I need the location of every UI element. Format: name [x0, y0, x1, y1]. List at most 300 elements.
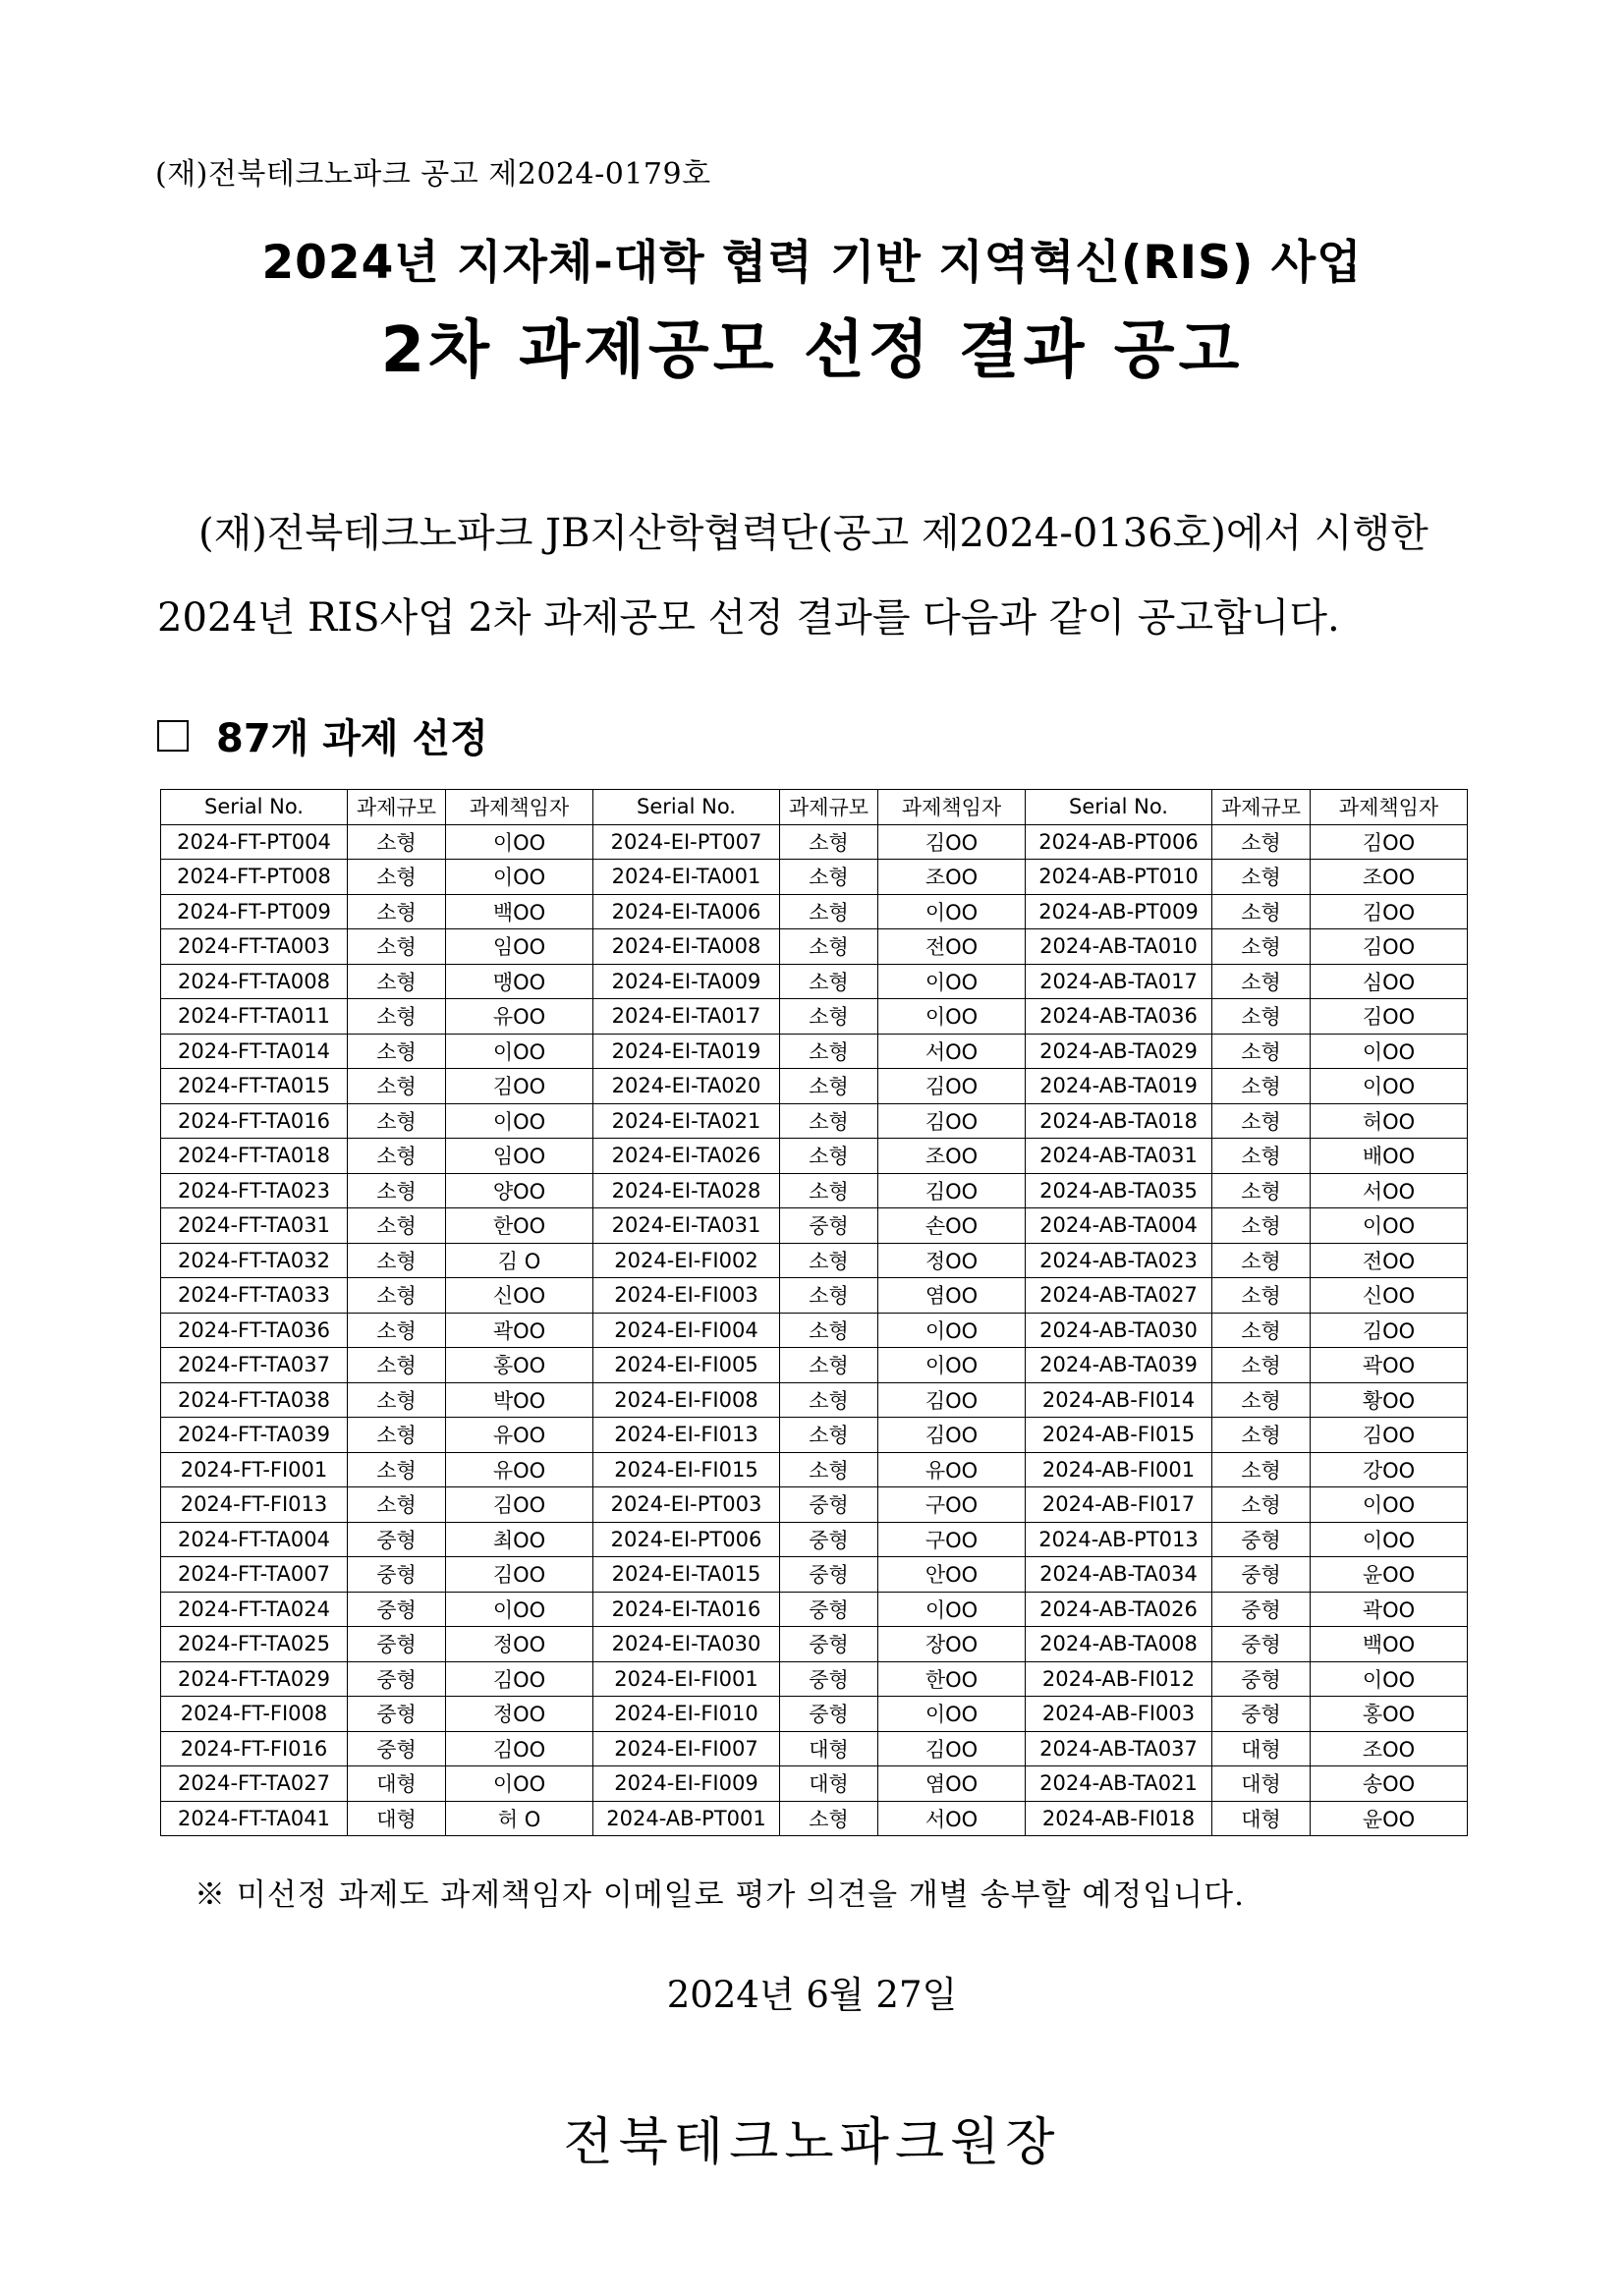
project-size-cell: 소형: [1212, 1313, 1311, 1348]
project-leader-cell: 이OO: [1311, 1487, 1468, 1523]
serial-no-cell: 2024-AB-TA035: [1026, 1173, 1212, 1208]
project-leader-cell: 김OO: [1311, 999, 1468, 1035]
project-leader-cell: 한OO: [878, 1661, 1026, 1697]
project-size-cell: 소형: [780, 1139, 878, 1174]
project-size-cell: 소형: [1212, 1139, 1311, 1174]
serial-no-cell: 2024-AB-FI001: [1026, 1452, 1212, 1487]
serial-no-cell: 2024-AB-TA017: [1026, 964, 1212, 999]
serial-no-cell: 2024-AB-FI018: [1026, 1801, 1212, 1836]
serial-no-cell: 2024-EI-FI013: [593, 1418, 780, 1453]
table-row: [161, 1766, 1468, 1802]
column-header: Serial No.: [161, 790, 348, 825]
table-row: [161, 1418, 1468, 1453]
project-size-cell: 소형: [780, 894, 878, 929]
project-leader-cell: 김OO: [878, 1731, 1026, 1766]
project-size-cell: 소형: [780, 1382, 878, 1418]
project-leader-cell: 이OO: [1311, 1661, 1468, 1697]
serial-no-cell: 2024-EI-TA006: [593, 894, 780, 929]
serial-no-cell: 2024-AB-TA029: [1026, 1034, 1212, 1069]
serial-no-cell: 2024-AB-PT006: [1026, 824, 1212, 860]
project-size-cell: 소형: [1212, 1173, 1311, 1208]
serial-no-cell: 2024-AB-TA023: [1026, 1243, 1212, 1278]
project-size-cell: 소형: [348, 1208, 446, 1244]
project-size-cell: 소형: [1212, 1103, 1311, 1139]
table-row: [161, 1173, 1468, 1208]
table-header-row: [161, 790, 1468, 825]
serial-no-cell: 2024-FT-TA041: [161, 1801, 348, 1836]
table-row: [161, 1522, 1468, 1557]
project-leader-cell: 김 O: [446, 1243, 593, 1278]
project-leader-cell: 김OO: [446, 1069, 593, 1104]
table-row: [161, 1801, 1468, 1836]
project-leader-cell: 강OO: [1311, 1452, 1468, 1487]
table-row: [161, 824, 1468, 860]
serial-no-cell: 2024-EI-FI015: [593, 1452, 780, 1487]
serial-no-cell: 2024-EI-PT003: [593, 1487, 780, 1523]
project-size-cell: 중형: [348, 1627, 446, 1662]
project-size-cell: 대형: [1212, 1731, 1311, 1766]
serial-no-cell: 2024-EI-TA031: [593, 1208, 780, 1244]
project-leader-cell: 이OO: [1311, 1069, 1468, 1104]
project-size-cell: 대형: [1212, 1766, 1311, 1802]
project-leader-cell: 이OO: [1311, 1522, 1468, 1557]
project-size-cell: 소형: [780, 1801, 878, 1836]
project-size-cell: 중형: [780, 1661, 878, 1697]
project-size-cell: 소형: [780, 824, 878, 860]
column-header: 과제책임자: [446, 790, 593, 825]
project-leader-cell: 신OO: [446, 1278, 593, 1314]
serial-no-cell: 2024-AB-TA036: [1026, 999, 1212, 1035]
announcement-date: 2024년 6월 27일: [666, 1974, 958, 2016]
project-size-cell: 소형: [1212, 1348, 1311, 1383]
project-size-cell: 소형: [1212, 1452, 1311, 1487]
serial-no-cell: 2024-EI-TA017: [593, 999, 780, 1035]
serial-no-cell: 2024-FT-TA004: [161, 1522, 348, 1557]
serial-no-cell: 2024-EI-FI004: [593, 1313, 780, 1348]
table-row: [161, 1557, 1468, 1593]
serial-no-cell: 2024-EI-FI001: [593, 1661, 780, 1697]
serial-no-cell: 2024-AB-TA004: [1026, 1208, 1212, 1244]
table-row: [161, 1103, 1468, 1139]
project-size-cell: 소형: [1212, 999, 1311, 1035]
title-line-2: 2차 과제공모 선정 결과 공고: [380, 314, 1244, 387]
project-leader-cell: 이OO: [878, 1697, 1026, 1732]
serial-no-cell: 2024-FT-TA023: [161, 1173, 348, 1208]
project-leader-cell: 홍OO: [1311, 1697, 1468, 1732]
project-size-cell: 소형: [1212, 1243, 1311, 1278]
project-size-cell: 중형: [780, 1522, 878, 1557]
serial-no-cell: 2024-EI-FI005: [593, 1348, 780, 1383]
project-leader-cell: 윤OO: [1311, 1557, 1468, 1593]
serial-no-cell: 2024-EI-TA021: [593, 1103, 780, 1139]
serial-no-cell: 2024-FT-TA016: [161, 1103, 348, 1139]
checkbox-square-icon: [157, 720, 189, 752]
serial-no-cell: 2024-AB-TA008: [1026, 1627, 1212, 1662]
table-row: [161, 964, 1468, 999]
project-leader-cell: 유OO: [878, 1452, 1026, 1487]
serial-no-cell: 2024-FT-TA027: [161, 1766, 348, 1802]
project-size-cell: 소형: [780, 1173, 878, 1208]
selection-results-table: [160, 789, 1468, 1836]
project-size-cell: 소형: [1212, 860, 1311, 895]
project-size-cell: 소형: [348, 999, 446, 1035]
serial-no-cell: 2024-FT-TA007: [161, 1557, 348, 1593]
table-row: [161, 1278, 1468, 1314]
table-row: [161, 1731, 1468, 1766]
project-size-cell: 소형: [780, 1034, 878, 1069]
serial-no-cell: 2024-AB-FI014: [1026, 1382, 1212, 1418]
project-leader-cell: 허OO: [1311, 1103, 1468, 1139]
serial-no-cell: 2024-FT-TA032: [161, 1243, 348, 1278]
serial-no-cell: 2024-FT-TA003: [161, 929, 348, 965]
project-size-cell: 소형: [1212, 1034, 1311, 1069]
project-leader-cell: 김OO: [1311, 929, 1468, 965]
serial-no-cell: 2024-AB-PT009: [1026, 894, 1212, 929]
table-row: [161, 1034, 1468, 1069]
project-size-cell: 소형: [1212, 1208, 1311, 1244]
project-leader-cell: 조OO: [878, 860, 1026, 895]
project-size-cell: 소형: [348, 929, 446, 965]
serial-no-cell: 2024-AB-PT013: [1026, 1522, 1212, 1557]
project-size-cell: 중형: [1212, 1557, 1311, 1593]
table-row: [161, 1627, 1468, 1662]
table-row: [161, 1382, 1468, 1418]
table-row: [161, 999, 1468, 1035]
serial-no-cell: 2024-FT-TA033: [161, 1278, 348, 1314]
project-size-cell: 소형: [348, 1313, 446, 1348]
project-size-cell: 소형: [348, 1382, 446, 1418]
project-leader-cell: 장OO: [878, 1627, 1026, 1662]
project-leader-cell: 이OO: [878, 1348, 1026, 1383]
project-leader-cell: 송OO: [1311, 1766, 1468, 1802]
table-row: [161, 1697, 1468, 1732]
project-leader-cell: 홍OO: [446, 1348, 593, 1383]
serial-no-cell: 2024-FT-PT004: [161, 824, 348, 860]
table-row: [161, 860, 1468, 895]
project-leader-cell: 김OO: [1311, 894, 1468, 929]
project-size-cell: 소형: [780, 1103, 878, 1139]
table-row: [161, 1661, 1468, 1697]
project-leader-cell: 곽OO: [1311, 1348, 1468, 1383]
project-size-cell: 소형: [1212, 1382, 1311, 1418]
project-leader-cell: 한OO: [446, 1208, 593, 1244]
project-size-cell: 중형: [780, 1592, 878, 1627]
project-size-cell: 중형: [348, 1731, 446, 1766]
serial-no-cell: 2024-EI-TA001: [593, 860, 780, 895]
project-leader-cell: 심OO: [1311, 964, 1468, 999]
serial-no-cell: 2024-EI-TA020: [593, 1069, 780, 1104]
project-size-cell: 소형: [1212, 964, 1311, 999]
project-leader-cell: 이OO: [446, 1592, 593, 1627]
project-size-cell: 중형: [1212, 1592, 1311, 1627]
serial-no-cell: 2024-FT-TA024: [161, 1592, 348, 1627]
project-leader-cell: 전OO: [1311, 1243, 1468, 1278]
serial-no-cell: 2024-FT-TA011: [161, 999, 348, 1035]
serial-no-cell: 2024-FT-TA031: [161, 1208, 348, 1244]
project-leader-cell: 이OO: [446, 1766, 593, 1802]
serial-no-cell: 2024-FT-PT008: [161, 860, 348, 895]
footnote: ※ 미선정 과제도 과제책임자 이메일로 평가 의견을 개별 송부할 예정입니다.: [195, 1877, 1245, 1913]
project-leader-cell: 김OO: [446, 1731, 593, 1766]
project-leader-cell: 유OO: [446, 999, 593, 1035]
project-size-cell: 소형: [1212, 894, 1311, 929]
serial-no-cell: 2024-AB-TA031: [1026, 1139, 1212, 1174]
serial-no-cell: 2024-AB-TA019: [1026, 1069, 1212, 1104]
project-leader-cell: 김OO: [878, 824, 1026, 860]
project-leader-cell: 김OO: [878, 1069, 1026, 1104]
project-size-cell: 대형: [780, 1731, 878, 1766]
table-row: [161, 1139, 1468, 1174]
serial-no-cell: 2024-EI-PT007: [593, 824, 780, 860]
table-row: [161, 1243, 1468, 1278]
serial-no-cell: 2024-FT-TA036: [161, 1313, 348, 1348]
serial-no-cell: 2024-EI-TA030: [593, 1627, 780, 1662]
project-size-cell: 중형: [348, 1592, 446, 1627]
title-line-1: 2024년 지자체-대학 협력 기반 지역혁신(RIS) 사업: [261, 236, 1363, 290]
serial-no-cell: 2024-AB-PT001: [593, 1801, 780, 1836]
project-leader-cell: 서OO: [878, 1801, 1026, 1836]
serial-no-cell: 2024-FT-PT009: [161, 894, 348, 929]
project-size-cell: 소형: [780, 1069, 878, 1104]
serial-no-cell: 2024-FT-TA008: [161, 964, 348, 999]
serial-no-cell: 2024-FT-FI013: [161, 1487, 348, 1523]
project-leader-cell: 백OO: [446, 894, 593, 929]
column-header: Serial No.: [1026, 790, 1212, 825]
section-title: 87개 과제 선정: [216, 716, 488, 761]
project-size-cell: 소형: [348, 860, 446, 895]
project-leader-cell: 구OO: [878, 1487, 1026, 1523]
column-header: Serial No.: [593, 790, 780, 825]
project-size-cell: 소형: [348, 1452, 446, 1487]
project-size-cell: 소형: [780, 1243, 878, 1278]
project-leader-cell: 조OO: [878, 1139, 1026, 1174]
serial-no-cell: 2024-FT-FI016: [161, 1731, 348, 1766]
project-leader-cell: 안OO: [878, 1557, 1026, 1593]
serial-no-cell: 2024-EI-FI002: [593, 1243, 780, 1278]
intro-line-2: 2024년 RIS사업 2차 과제공모 선정 결과를 다음과 같이 공고합니다.: [157, 595, 1340, 641]
table-row: [161, 1313, 1468, 1348]
project-size-cell: 중형: [780, 1487, 878, 1523]
project-size-cell: 중형: [1212, 1661, 1311, 1697]
project-size-cell: 소형: [780, 1313, 878, 1348]
project-size-cell: 중형: [348, 1661, 446, 1697]
project-leader-cell: 조OO: [1311, 860, 1468, 895]
project-size-cell: 소형: [348, 1173, 446, 1208]
project-size-cell: 소형: [348, 824, 446, 860]
serial-no-cell: 2024-EI-FI009: [593, 1766, 780, 1802]
serial-no-cell: 2024-AB-TA037: [1026, 1731, 1212, 1766]
project-leader-cell: 윤OO: [1311, 1801, 1468, 1836]
project-leader-cell: 양OO: [446, 1173, 593, 1208]
project-size-cell: 소형: [348, 1139, 446, 1174]
serial-no-cell: 2024-AB-TA018: [1026, 1103, 1212, 1139]
project-leader-cell: 서OO: [878, 1034, 1026, 1069]
project-leader-cell: 정OO: [878, 1243, 1026, 1278]
project-leader-cell: 곽OO: [1311, 1592, 1468, 1627]
project-leader-cell: 이OO: [446, 1103, 593, 1139]
project-leader-cell: 염OO: [878, 1766, 1026, 1802]
project-leader-cell: 허 O: [446, 1801, 593, 1836]
project-size-cell: 소형: [348, 1103, 446, 1139]
project-size-cell: 중형: [780, 1627, 878, 1662]
project-leader-cell: 이OO: [446, 824, 593, 860]
serial-no-cell: 2024-EI-TA009: [593, 964, 780, 999]
serial-no-cell: 2024-FT-TA037: [161, 1348, 348, 1383]
column-header: 과제책임자: [1311, 790, 1468, 825]
serial-no-cell: 2024-FT-TA014: [161, 1034, 348, 1069]
serial-no-cell: 2024-AB-TA034: [1026, 1557, 1212, 1593]
project-leader-cell: 배OO: [1311, 1139, 1468, 1174]
project-leader-cell: 김OO: [878, 1418, 1026, 1453]
table-row: [161, 929, 1468, 965]
project-leader-cell: 황OO: [1311, 1382, 1468, 1418]
table-row: [161, 1069, 1468, 1104]
project-leader-cell: 이OO: [1311, 1034, 1468, 1069]
project-size-cell: 중형: [780, 1697, 878, 1732]
project-size-cell: 소형: [780, 1452, 878, 1487]
project-leader-cell: 이OO: [878, 1592, 1026, 1627]
project-leader-cell: 임OO: [446, 1139, 593, 1174]
project-leader-cell: 이OO: [878, 964, 1026, 999]
project-leader-cell: 백OO: [1311, 1627, 1468, 1662]
serial-no-cell: 2024-AB-FI003: [1026, 1697, 1212, 1732]
project-size-cell: 중형: [1212, 1697, 1311, 1732]
serial-no-cell: 2024-FT-TA039: [161, 1418, 348, 1453]
serial-no-cell: 2024-EI-FI007: [593, 1731, 780, 1766]
project-size-cell: 소형: [1212, 929, 1311, 965]
serial-no-cell: 2024-AB-TA030: [1026, 1313, 1212, 1348]
serial-no-cell: 2024-AB-FI012: [1026, 1661, 1212, 1697]
serial-no-cell: 2024-AB-PT010: [1026, 860, 1212, 895]
project-size-cell: 소형: [348, 1069, 446, 1104]
column-header: 과제규모: [348, 790, 446, 825]
serial-no-cell: 2024-EI-FI003: [593, 1278, 780, 1314]
project-leader-cell: 이OO: [878, 999, 1026, 1035]
serial-no-cell: 2024-FT-TA018: [161, 1139, 348, 1174]
project-leader-cell: 서OO: [1311, 1173, 1468, 1208]
project-leader-cell: 손OO: [878, 1208, 1026, 1244]
project-size-cell: 소형: [780, 964, 878, 999]
project-size-cell: 중형: [780, 1557, 878, 1593]
project-size-cell: 소형: [348, 1243, 446, 1278]
column-header: 과제책임자: [878, 790, 1026, 825]
section-heading: [157, 707, 488, 763]
serial-no-cell: 2024-EI-PT006: [593, 1522, 780, 1557]
project-size-cell: 대형: [348, 1801, 446, 1836]
table-row: [161, 1487, 1468, 1523]
serial-no-cell: 2024-EI-FI008: [593, 1382, 780, 1418]
serial-no-cell: 2024-FT-TA025: [161, 1627, 348, 1662]
serial-no-cell: 2024-EI-FI010: [593, 1697, 780, 1732]
project-size-cell: 소형: [348, 1487, 446, 1523]
project-size-cell: 소형: [1212, 1069, 1311, 1104]
project-size-cell: 소형: [1212, 1418, 1311, 1453]
serial-no-cell: 2024-FT-TA029: [161, 1661, 348, 1697]
project-leader-cell: 유OO: [446, 1452, 593, 1487]
project-size-cell: 중형: [780, 1208, 878, 1244]
table-body: [161, 824, 1468, 1836]
notice-number: (재)전북테크노파크 공고 제2024-0179호: [155, 157, 711, 192]
project-leader-cell: 김OO: [446, 1487, 593, 1523]
project-leader-cell: 정OO: [446, 1627, 593, 1662]
project-leader-cell: 유OO: [446, 1418, 593, 1453]
intro-line-1: (재)전북테크노파크 JB지산학협력단(공고 제2024-0136호)에서 시행한: [198, 511, 1428, 556]
column-header: 과제규모: [1212, 790, 1311, 825]
serial-no-cell: 2024-AB-TA027: [1026, 1278, 1212, 1314]
serial-no-cell: 2024-AB-FI017: [1026, 1487, 1212, 1523]
project-size-cell: 소형: [348, 1418, 446, 1453]
serial-no-cell: 2024-FT-FI001: [161, 1452, 348, 1487]
project-leader-cell: 맹OO: [446, 964, 593, 999]
project-leader-cell: 김OO: [446, 1661, 593, 1697]
serial-no-cell: 2024-EI-TA028: [593, 1173, 780, 1208]
project-leader-cell: 임OO: [446, 929, 593, 965]
project-size-cell: 중형: [1212, 1522, 1311, 1557]
serial-no-cell: 2024-EI-TA008: [593, 929, 780, 965]
project-leader-cell: 박OO: [446, 1382, 593, 1418]
project-size-cell: 소형: [1212, 1487, 1311, 1523]
serial-no-cell: 2024-AB-FI015: [1026, 1418, 1212, 1453]
project-size-cell: 소형: [780, 999, 878, 1035]
project-size-cell: 중형: [348, 1697, 446, 1732]
table-row: [161, 894, 1468, 929]
project-leader-cell: 김OO: [1311, 824, 1468, 860]
serial-no-cell: 2024-AB-TA010: [1026, 929, 1212, 965]
project-size-cell: 소형: [780, 1418, 878, 1453]
project-leader-cell: 구OO: [878, 1522, 1026, 1557]
project-size-cell: 소형: [348, 1034, 446, 1069]
project-size-cell: 소형: [780, 860, 878, 895]
project-leader-cell: 염OO: [878, 1278, 1026, 1314]
project-leader-cell: 최OO: [446, 1522, 593, 1557]
project-leader-cell: 전OO: [878, 929, 1026, 965]
project-size-cell: 소형: [1212, 1278, 1311, 1314]
serial-no-cell: 2024-EI-TA016: [593, 1592, 780, 1627]
project-size-cell: 소형: [780, 1348, 878, 1383]
project-leader-cell: 이OO: [446, 1034, 593, 1069]
project-leader-cell: 김OO: [1311, 1313, 1468, 1348]
column-header: 과제규모: [780, 790, 878, 825]
serial-no-cell: 2024-FT-TA038: [161, 1382, 348, 1418]
intro-paragraph: [157, 491, 1474, 660]
project-size-cell: 소형: [1212, 824, 1311, 860]
serial-no-cell: 2024-EI-TA015: [593, 1557, 780, 1593]
project-size-cell: 대형: [780, 1766, 878, 1802]
serial-no-cell: 2024-AB-TA026: [1026, 1592, 1212, 1627]
serial-no-cell: 2024-EI-TA019: [593, 1034, 780, 1069]
project-size-cell: 중형: [348, 1557, 446, 1593]
serial-no-cell: 2024-FT-TA015: [161, 1069, 348, 1104]
project-size-cell: 소형: [780, 1278, 878, 1314]
project-leader-cell: 김OO: [1311, 1418, 1468, 1453]
serial-no-cell: 2024-AB-TA039: [1026, 1348, 1212, 1383]
project-leader-cell: 김OO: [446, 1557, 593, 1593]
table-row: [161, 1592, 1468, 1627]
table-row: [161, 1452, 1468, 1487]
project-size-cell: 소형: [348, 964, 446, 999]
project-size-cell: 중형: [348, 1522, 446, 1557]
project-leader-cell: 김OO: [878, 1103, 1026, 1139]
project-leader-cell: 이OO: [878, 894, 1026, 929]
serial-no-cell: 2024-AB-TA021: [1026, 1766, 1212, 1802]
project-size-cell: 소형: [348, 1348, 446, 1383]
project-leader-cell: 정OO: [446, 1697, 593, 1732]
project-leader-cell: 이OO: [446, 860, 593, 895]
project-size-cell: 소형: [348, 894, 446, 929]
project-leader-cell: 이OO: [878, 1313, 1026, 1348]
serial-no-cell: 2024-FT-FI008: [161, 1697, 348, 1732]
project-leader-cell: 이OO: [1311, 1208, 1468, 1244]
